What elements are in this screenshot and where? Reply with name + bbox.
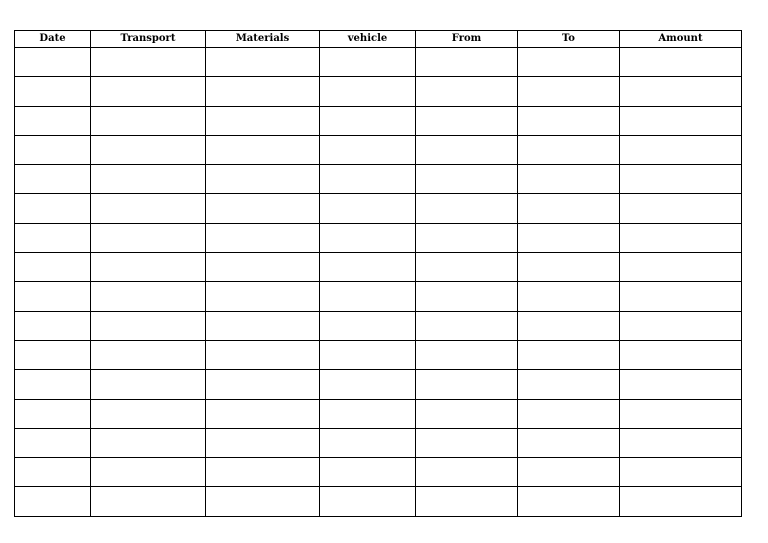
table-row: [15, 165, 742, 194]
cell-materials[interactable]: [206, 282, 320, 311]
cell-amount[interactable]: [620, 165, 742, 194]
cell-vehicle[interactable]: [320, 253, 416, 282]
cell-vehicle[interactable]: [320, 165, 416, 194]
cell-from[interactable]: [416, 194, 518, 223]
column-header-from: From: [416, 31, 518, 48]
cell-materials[interactable]: [206, 340, 320, 369]
cell-date[interactable]: [15, 223, 91, 252]
cell-vehicle[interactable]: [320, 311, 416, 340]
cell-from[interactable]: [416, 311, 518, 340]
cell-from[interactable]: [416, 48, 518, 77]
cell-transport[interactable]: [91, 194, 206, 223]
cell-date[interactable]: [15, 77, 91, 106]
cell-amount[interactable]: [620, 340, 742, 369]
column-header-to: To: [518, 31, 620, 48]
cell-from[interactable]: [416, 282, 518, 311]
cell-to[interactable]: [518, 165, 620, 194]
cell-transport[interactable]: [91, 340, 206, 369]
cell-transport[interactable]: [91, 223, 206, 252]
cell-vehicle[interactable]: [320, 340, 416, 369]
table-row: [15, 370, 742, 399]
cell-amount[interactable]: [620, 194, 742, 223]
cell-materials[interactable]: [206, 106, 320, 135]
table-row: [15, 487, 742, 516]
column-header-date: Date: [15, 31, 91, 48]
cell-date[interactable]: [15, 340, 91, 369]
cell-from[interactable]: [416, 370, 518, 399]
cell-date[interactable]: [15, 253, 91, 282]
cell-transport[interactable]: [91, 311, 206, 340]
cell-materials[interactable]: [206, 399, 320, 428]
cell-date[interactable]: [15, 194, 91, 223]
column-header-transport: Transport: [91, 31, 206, 48]
table-row: [15, 135, 742, 164]
cell-amount[interactable]: [620, 428, 742, 457]
cell-vehicle[interactable]: [320, 399, 416, 428]
cell-vehicle[interactable]: [320, 77, 416, 106]
table-row: [15, 106, 742, 135]
cell-to[interactable]: [518, 370, 620, 399]
cell-amount[interactable]: [620, 458, 742, 487]
cell-transport[interactable]: [91, 106, 206, 135]
cell-to[interactable]: [518, 428, 620, 457]
cell-amount[interactable]: [620, 399, 742, 428]
cell-transport[interactable]: [91, 48, 206, 77]
cell-transport[interactable]: [91, 135, 206, 164]
cell-to[interactable]: [518, 77, 620, 106]
table-row: [15, 428, 742, 457]
table-row: [15, 77, 742, 106]
cell-to[interactable]: [518, 282, 620, 311]
cell-to[interactable]: [518, 253, 620, 282]
cell-amount[interactable]: [620, 135, 742, 164]
cell-materials[interactable]: [206, 311, 320, 340]
cell-date[interactable]: [15, 399, 91, 428]
cell-materials[interactable]: [206, 487, 320, 516]
cell-to[interactable]: [518, 135, 620, 164]
cell-to[interactable]: [518, 194, 620, 223]
cell-amount[interactable]: [620, 370, 742, 399]
table-row: [15, 223, 742, 252]
cell-materials[interactable]: [206, 458, 320, 487]
cell-from[interactable]: [416, 428, 518, 457]
cell-vehicle[interactable]: [320, 487, 416, 516]
cell-to[interactable]: [518, 311, 620, 340]
cell-amount[interactable]: [620, 253, 742, 282]
header-row: [15, 31, 742, 48]
cell-materials[interactable]: [206, 48, 320, 77]
cell-materials[interactable]: [206, 253, 320, 282]
cell-from[interactable]: [416, 399, 518, 428]
cell-date[interactable]: [15, 165, 91, 194]
table-row: [15, 399, 742, 428]
cell-materials[interactable]: [206, 135, 320, 164]
cell-from[interactable]: [416, 106, 518, 135]
cell-amount[interactable]: [620, 77, 742, 106]
column-header-materials: Materials: [206, 31, 320, 48]
table-row: [15, 340, 742, 369]
cell-to[interactable]: [518, 340, 620, 369]
cell-vehicle[interactable]: [320, 370, 416, 399]
cell-transport[interactable]: [91, 458, 206, 487]
cell-date[interactable]: [15, 311, 91, 340]
cell-from[interactable]: [416, 77, 518, 106]
cell-vehicle[interactable]: [320, 48, 416, 77]
cell-date[interactable]: [15, 106, 91, 135]
cell-from[interactable]: [416, 223, 518, 252]
cell-date[interactable]: [15, 428, 91, 457]
cell-from[interactable]: [416, 487, 518, 516]
table-row: [15, 194, 742, 223]
cell-materials[interactable]: [206, 194, 320, 223]
cell-from[interactable]: [416, 165, 518, 194]
cell-materials[interactable]: [206, 428, 320, 457]
table-row: [15, 48, 742, 77]
transport-log-table: [14, 30, 742, 517]
cell-transport[interactable]: [91, 77, 206, 106]
cell-transport[interactable]: [91, 487, 206, 516]
cell-date[interactable]: [15, 282, 91, 311]
cell-materials[interactable]: [206, 165, 320, 194]
cell-vehicle[interactable]: [320, 106, 416, 135]
column-header-amount: Amount: [620, 31, 742, 48]
cell-vehicle[interactable]: [320, 428, 416, 457]
cell-date[interactable]: [15, 487, 91, 516]
cell-materials[interactable]: [206, 77, 320, 106]
cell-to[interactable]: [518, 487, 620, 516]
cell-vehicle[interactable]: [320, 194, 416, 223]
cell-amount[interactable]: [620, 311, 742, 340]
cell-amount[interactable]: [620, 487, 742, 516]
cell-from[interactable]: [416, 253, 518, 282]
cell-vehicle[interactable]: [320, 135, 416, 164]
cell-transport[interactable]: [91, 428, 206, 457]
column-header-vehicle: vehicle: [320, 31, 416, 48]
cell-from[interactable]: [416, 135, 518, 164]
cell-date[interactable]: [15, 48, 91, 77]
cell-transport[interactable]: [91, 165, 206, 194]
table-row: [15, 458, 742, 487]
cell-to[interactable]: [518, 399, 620, 428]
cell-amount[interactable]: [620, 223, 742, 252]
cell-date[interactable]: [15, 135, 91, 164]
cell-to[interactable]: [518, 106, 620, 135]
cell-amount[interactable]: [620, 48, 742, 77]
cell-transport[interactable]: [91, 253, 206, 282]
cell-transport[interactable]: [91, 370, 206, 399]
cell-vehicle[interactable]: [320, 282, 416, 311]
cell-materials[interactable]: [206, 370, 320, 399]
cell-to[interactable]: [518, 223, 620, 252]
cell-date[interactable]: [15, 370, 91, 399]
cell-transport[interactable]: [91, 399, 206, 428]
cell-vehicle[interactable]: [320, 223, 416, 252]
cell-amount[interactable]: [620, 282, 742, 311]
cell-from[interactable]: [416, 340, 518, 369]
cell-amount[interactable]: [620, 106, 742, 135]
table-row: [15, 311, 742, 340]
cell-vehicle[interactable]: [320, 458, 416, 487]
table-body: [15, 48, 742, 517]
table-row: [15, 282, 742, 311]
cell-transport[interactable]: [91, 282, 206, 311]
table-row: [15, 253, 742, 282]
cell-materials[interactable]: [206, 223, 320, 252]
cell-to[interactable]: [518, 458, 620, 487]
cell-to[interactable]: [518, 48, 620, 77]
cell-date[interactable]: [15, 458, 91, 487]
cell-from[interactable]: [416, 458, 518, 487]
